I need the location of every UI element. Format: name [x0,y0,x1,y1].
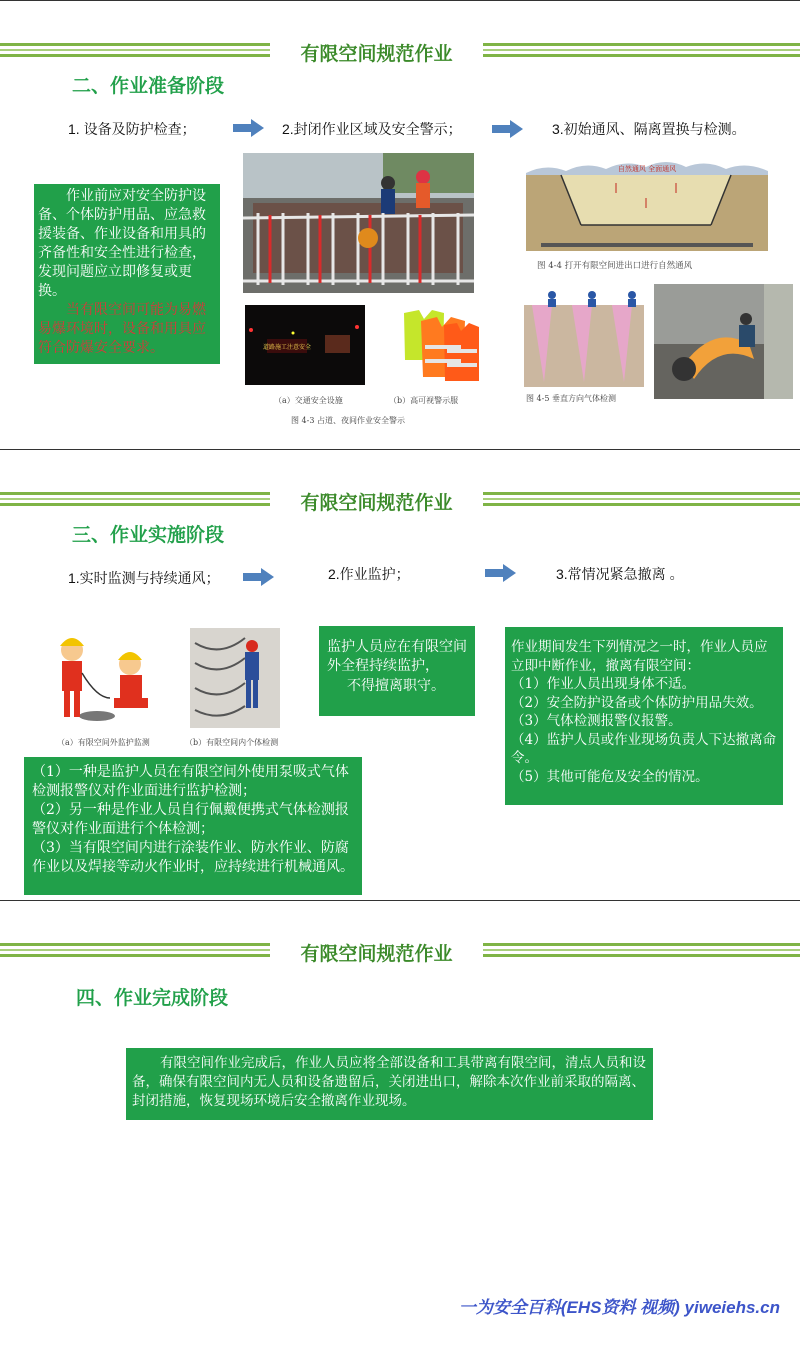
slide-header-title: 有限空间规范作业 [300,44,453,65]
evacuation-textbox [505,627,783,805]
step-2: 2.封闭作业区域及安全警示； [282,121,462,137]
prep-check-textbox [34,184,220,364]
header-decor-right [483,490,800,510]
completion-text: 有限空间作业完成后，作业人员应将全部设备和工具带离有限空间，清点人员和设备，确保有限空间内无人员和设备遗留后，关闭进出口，解除本次作业前采取的隔离、封闭措施，恢复现场环境后安全撤离作业现场。 [132,1055,646,1109]
evac-item-4: （4）监护人员或作业现场负责人下达撤离命令。 [511,731,777,766]
footer-watermark: 一为安全百科(EHS资料 视频) yiweiehs.cn [458,1298,780,1317]
natural-ventilation-diagram [526,153,768,251]
header-decor-left [0,941,270,961]
sign-text: 道路施工注意安全 [262,344,312,351]
monitor-textbox [319,626,475,716]
slide-implementation [0,450,800,901]
step-3: 3.常情况紧急撤离 。 [556,566,684,582]
detect-item-1: （1）一种是监护人员在有限空间外使用泵吸式气体检测报警仪对作业面进行监护检测； [32,764,349,799]
caption-traffic-facilities: （a）交通安全设施 [274,396,343,405]
header-decor-left [0,490,270,510]
slide-completion [0,901,800,1351]
caption-outside-monitoring: （a）有限空间外监护监测 [57,738,150,747]
header-decor-left [0,41,270,61]
detection-methods-textbox [24,757,362,895]
hi-vis-vests-photo [399,305,482,385]
arrow-right-icon [492,120,524,138]
step-2: 2.作业监护； [328,566,410,582]
section-title: 三、作业实施阶段 [72,525,225,546]
detect-item-3: （3）当有限空间内进行涂装作业、防水作业、防腐作业以及焊接等动火作业时，应持续进行机械通风。 [32,840,354,875]
ventilation-duct-photo [654,284,793,399]
header-decor-right [483,41,800,61]
slide-header-title: 有限空间规范作业 [300,944,453,965]
fenced-site-photo [243,153,474,293]
caption-inside-detection: （b）有限空间内个体检测 [185,738,279,747]
evac-item-1: （1）作业人员出现身体不适。 [511,676,696,692]
evac-intro: 作业期间发生下列情况之一时，作业人员应立即中断作业，撤离有限空间： [511,639,768,674]
explosion-proof-warning: 当有限空间可能为易燃易爆环境时，设备和用具应符合防爆安全要求。 [38,302,206,356]
caption-fig-4-3: 图 4-3 占道、夜间作业安全警示 [291,416,405,425]
section-title: 二、作业准备阶段 [72,76,225,97]
prep-check-text: 作业前应对安全防护设备、个体防护用品、应急救援装备、作业设备和用具的齐备性和安全性进行检查，发现问题应立即修复或更换。 [38,188,206,299]
step-1: 1.实时监测与持续通风； [68,570,220,586]
slide-preparation [0,0,800,450]
inside-detection-illustration [190,628,280,728]
diagram-label: 自然通风 全面通风 [617,165,677,173]
evac-item-5: （5）其他可能危及安全的情况。 [511,768,709,785]
outside-monitoring-illustration [52,628,164,728]
night-warning-sign-photo [245,305,365,385]
monitor-line-1: 监护人员应在有限空间外全程持续监护， [327,639,467,674]
monitor-line-2: 不得擅离职守。 [347,677,445,693]
step-3: 3.初始通风、隔离置换与检测。 [552,121,746,137]
evac-item-2: （2）安全防护设备或个体防护用品失效。 [511,694,763,711]
caption-fig-4-5: 图 4-5 垂直方向气体检测 [526,394,616,403]
completion-textbox [126,1048,653,1120]
caption-hi-vis-vests: （b）高可视警示服 [389,396,459,405]
vertical-gas-detection-diagram [524,287,644,387]
arrow-right-icon [485,564,517,582]
slide-header-title: 有限空间规范作业 [300,493,453,514]
evac-item-3: （3）气体检测报警仪报警。 [511,713,682,729]
arrow-right-icon [243,568,275,586]
caption-fig-4-4: 图 4-4 打开有限空间进出口进行自然通风 [537,261,693,271]
header-decor-right [483,941,800,961]
arrow-right-icon [233,119,265,137]
detect-item-2: （2）另一种是作业人员自行佩戴便携式气体检测报警仪对作业面进行个体检测； [32,802,349,837]
step-1: 1. 设备及防护检查； [68,121,196,137]
section-title: 四、作业完成阶段 [76,988,229,1009]
